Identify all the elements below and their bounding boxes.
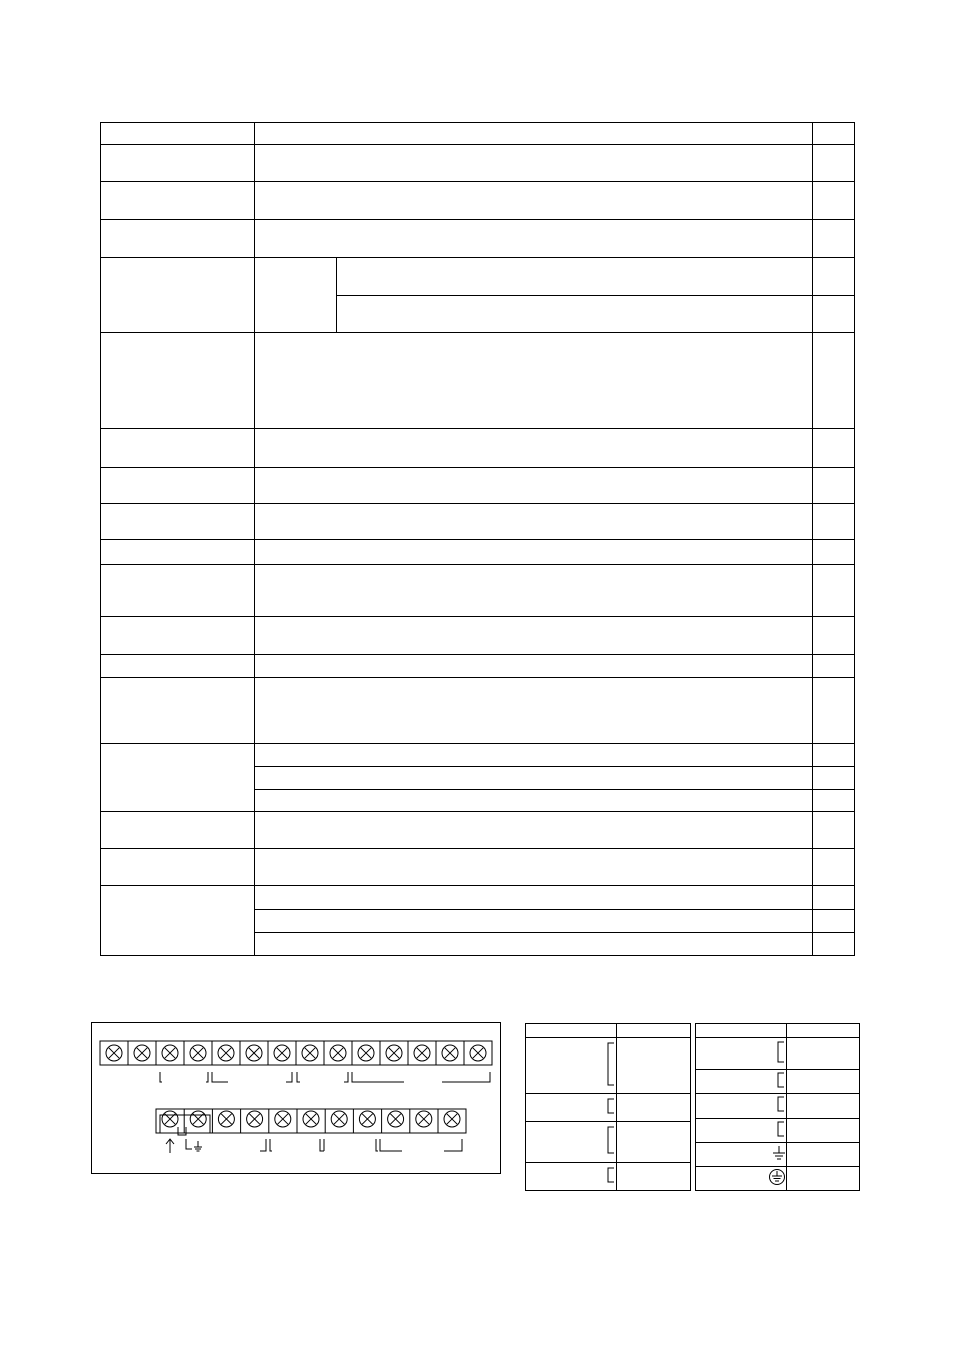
jumper-link (178, 1127, 186, 1135)
bracket-icon (776, 1072, 786, 1088)
table-row (101, 182, 855, 220)
terminal-screw-icon (274, 1045, 290, 1061)
terminal-screw-icon (275, 1111, 291, 1127)
terminal-screw-icon (444, 1111, 460, 1127)
bracket-icon (776, 1121, 786, 1137)
legend-label (617, 1121, 691, 1162)
table-row (101, 333, 855, 429)
table-row (101, 540, 855, 565)
legend-symbol (696, 1118, 787, 1142)
terminal-screw-icon (414, 1045, 430, 1061)
legend-label (787, 1142, 860, 1166)
terminal-screw-icon (190, 1111, 206, 1127)
arrow-up-icon (166, 1139, 174, 1153)
terminal-screw-icon (359, 1111, 375, 1127)
legend-label (617, 1094, 691, 1121)
table-row (101, 504, 855, 540)
table-row (696, 1070, 860, 1094)
legend-header (787, 1024, 860, 1038)
table-row (101, 849, 855, 886)
signal-ground-icon (194, 1141, 202, 1151)
legend-header (526, 1024, 617, 1038)
legend-symbol (526, 1094, 617, 1121)
terminal-screw-icon (134, 1045, 150, 1061)
legend-label (787, 1094, 860, 1118)
table-row (101, 220, 855, 258)
table-row (101, 123, 855, 145)
table-row (101, 744, 855, 767)
table-row (101, 617, 855, 655)
table-row (526, 1094, 691, 1121)
table-row (101, 145, 855, 182)
legend-symbol (526, 1162, 617, 1190)
table-row (101, 886, 855, 910)
table-row (101, 565, 855, 617)
table-row (101, 655, 855, 678)
legend-symbol (696, 1038, 787, 1070)
legend-symbol (526, 1038, 617, 1094)
legend-label (617, 1038, 691, 1094)
table-row (101, 468, 855, 504)
terminal-screw-icon (386, 1045, 402, 1061)
table-row (696, 1166, 860, 1190)
bracket-icon (776, 1096, 786, 1112)
table-row (696, 1118, 860, 1142)
terminal-screw-icon (358, 1045, 374, 1061)
legend-symbol (696, 1070, 787, 1094)
terminal-screw-icon (247, 1111, 263, 1127)
legend-symbol (696, 1166, 787, 1190)
table-row (696, 1024, 860, 1038)
bracket-icon (606, 1167, 616, 1183)
legend-symbol (526, 1121, 617, 1162)
table-row (696, 1038, 860, 1070)
terminal-screw-icon (302, 1045, 318, 1061)
terminal-screw-icon (106, 1045, 122, 1061)
table-row (526, 1121, 691, 1162)
bracket-icon (606, 1126, 616, 1154)
terminal-block-panel (91, 1022, 501, 1174)
table-row (101, 258, 855, 296)
legend-label (787, 1118, 860, 1142)
table-row (696, 1094, 860, 1118)
bottom-terminal-row (162, 1109, 460, 1133)
signal-ground-icon (772, 1145, 786, 1161)
table-row (101, 812, 855, 849)
legend-table-right (695, 1023, 860, 1191)
top-terminal-row (106, 1041, 486, 1065)
bracket-icon (606, 1042, 616, 1086)
legend-symbol (696, 1094, 787, 1118)
terminal-screw-icon (416, 1111, 432, 1127)
table-row (526, 1038, 691, 1094)
terminal-screw-icon (162, 1111, 178, 1127)
terminal-screw-icon (246, 1045, 262, 1061)
terminal-screw-icon (442, 1045, 458, 1061)
legend-label (787, 1070, 860, 1094)
terminal-screw-icon (470, 1045, 486, 1061)
terminal-screw-icon (388, 1111, 404, 1127)
specification-table (100, 122, 855, 956)
legend-symbol (696, 1142, 787, 1166)
legend-label (617, 1162, 691, 1190)
legend-header (696, 1024, 787, 1038)
terminal-block-diagram (92, 1023, 500, 1173)
terminal-screw-icon (218, 1111, 234, 1127)
legend-label (787, 1166, 860, 1190)
terminal-screw-icon (330, 1045, 346, 1061)
top-grouping-brackets (160, 1072, 490, 1082)
legend-table-left (525, 1023, 691, 1191)
terminal-screw-icon (162, 1045, 178, 1061)
protective-earth-icon (768, 1168, 786, 1186)
table-row (526, 1162, 691, 1190)
bracket-icon (606, 1098, 616, 1114)
legend-header (617, 1024, 691, 1038)
bottom-grouping-brackets (166, 1139, 462, 1153)
table-row (101, 429, 855, 468)
bracket-icon (776, 1041, 786, 1063)
table-row (101, 678, 855, 744)
terminal-screw-icon (190, 1045, 206, 1061)
terminal-screw-icon (218, 1045, 234, 1061)
legend-label (787, 1038, 860, 1070)
table-row (696, 1142, 860, 1166)
terminal-screw-icon (303, 1111, 319, 1127)
table-row (526, 1024, 691, 1038)
terminal-screw-icon (331, 1111, 347, 1127)
